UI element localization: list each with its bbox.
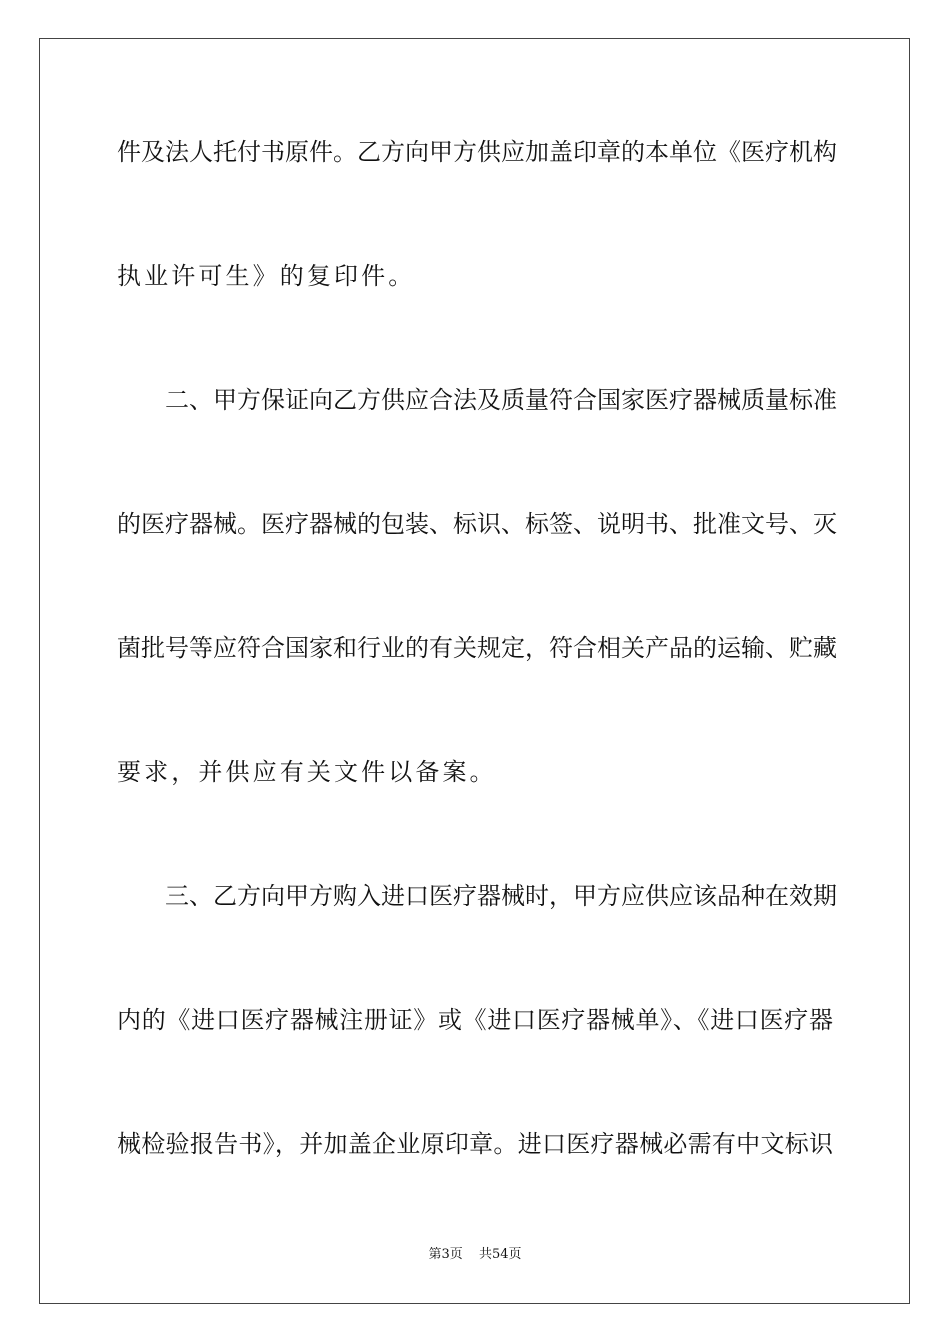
paragraph-start-line: 三、乙方向甲方购入进口医疗器械时，甲方应供应该品种在效期 <box>165 882 837 910</box>
text-line: 菌批号等应符合国家和行业的有关规定，符合相关产品的运输、贮藏 <box>117 634 837 662</box>
page-border <box>39 38 910 1304</box>
text-line: 件及法人托付书原件。乙方向甲方供应加盖印章的本单位《医疗机构 <box>117 138 837 166</box>
text-line: 的医疗器械。医疗器械的包装、标识、标签、说明书、批准文号、灭 <box>117 510 837 538</box>
paragraph-start-line: 二、甲方保证向乙方供应合法及质量符合国家医疗器械质量标准 <box>165 386 837 414</box>
text-line: 械检验报告书》，并加盖企业原印章。进口医疗器械必需有中文标识 <box>117 1130 833 1158</box>
page-total: 共54页 <box>478 1247 522 1262</box>
page-footer <box>0 1245 950 1265</box>
page-number: 第3页 <box>428 1247 463 1262</box>
text-line: 执业许可生》的复印件。 <box>117 262 416 290</box>
text-line: 要求，并供应有关文件以备案。 <box>117 758 497 786</box>
text-line: 内的《进口医疗器械注册证》或《进口医疗器械单》、《进口医疗器 <box>117 1006 833 1034</box>
